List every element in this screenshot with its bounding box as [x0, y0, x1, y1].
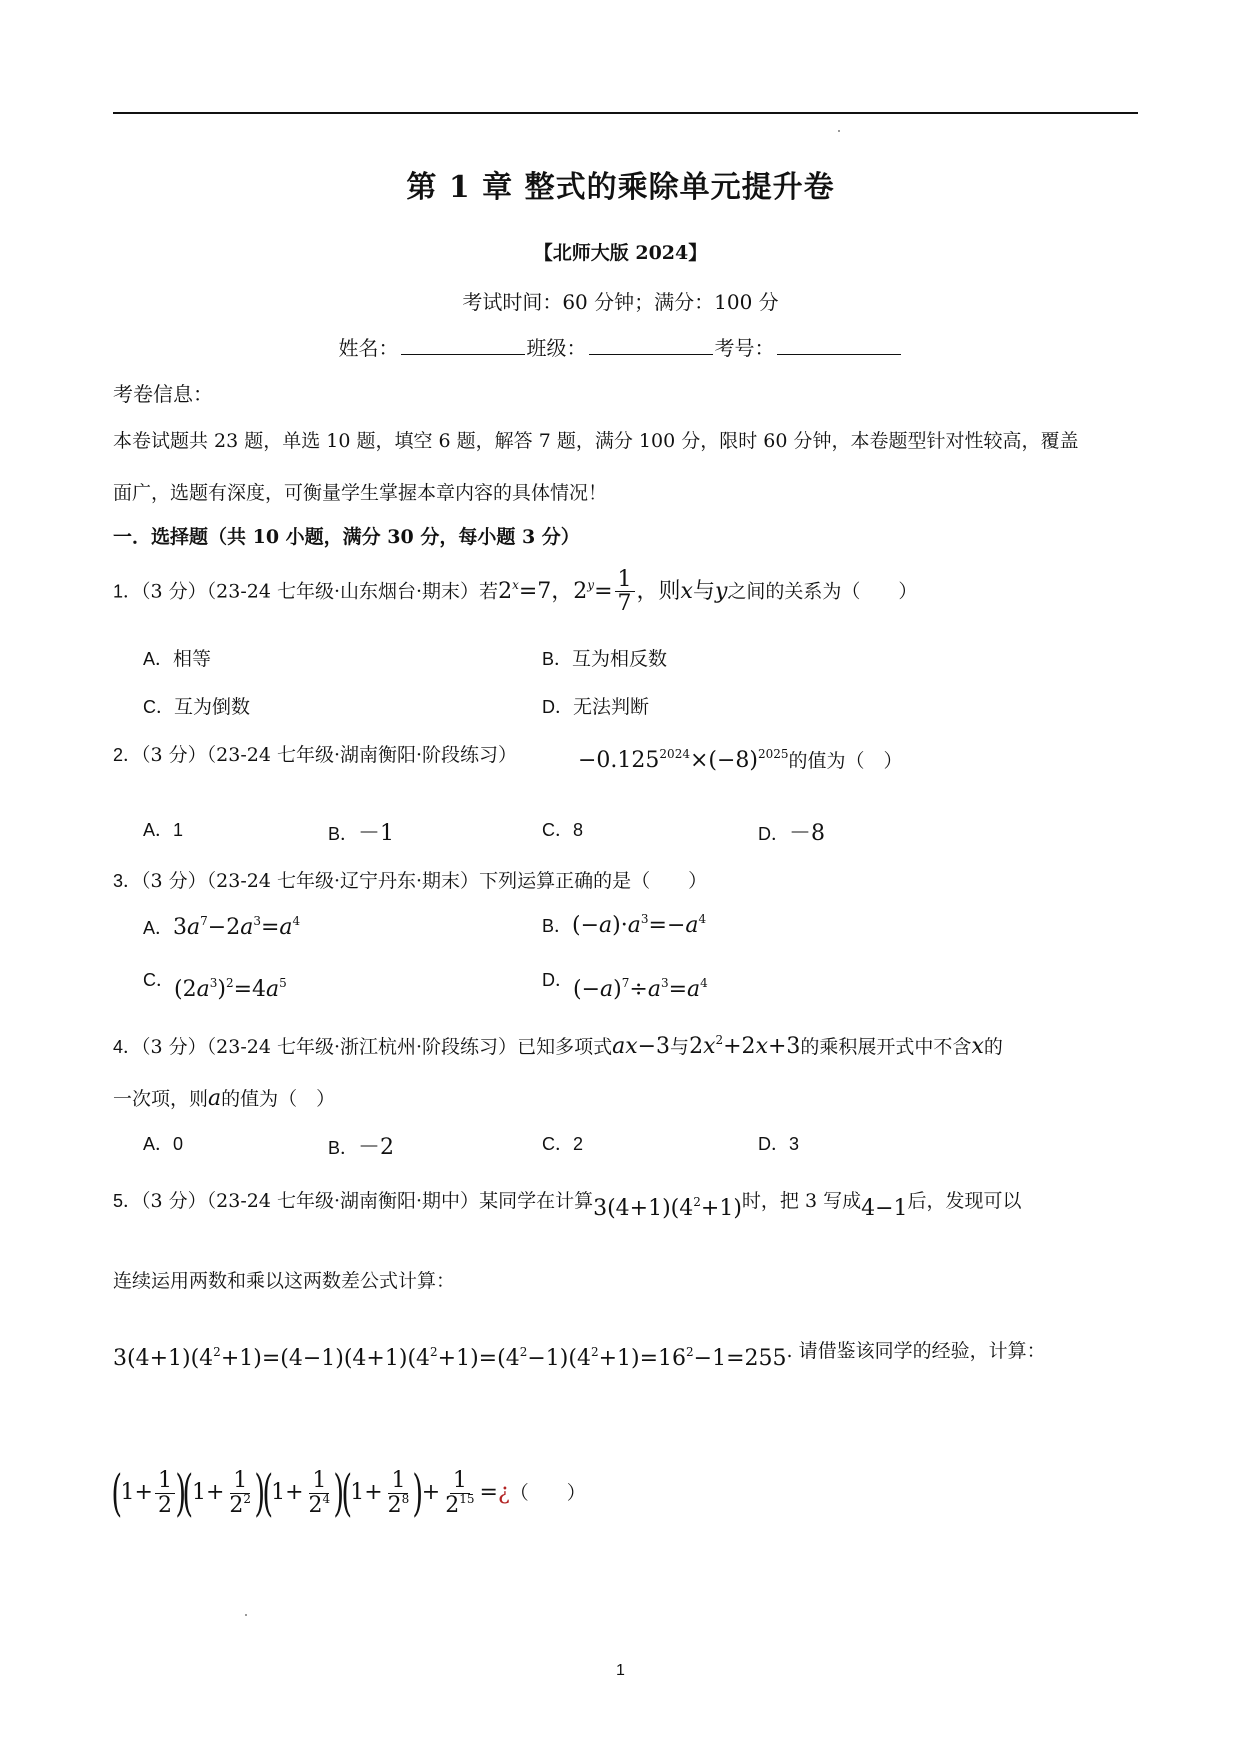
paper-info-label: 考卷信息： [113, 382, 213, 406]
q3-score: （3 分） [141, 870, 207, 892]
q3-option-a[interactable]: A．$3a^7-2a^3=a^4$ [143, 914, 301, 940]
q2-option-d[interactable]: D．－8 [758, 821, 825, 846]
q3-option-c[interactable]: C．$(2a^3)^2=4a^5$ [143, 970, 287, 1002]
q1-source: （23-24 七年级·山东烟台·期末） [206, 580, 480, 603]
section-heading-choice: 一．选择题（共 10 小题，满分 30 分，每小题 3 分） [113, 526, 580, 548]
question-1 [113, 568, 917, 615]
class-blank [589, 336, 713, 355]
q2-formula: $-0.125^{2024}\times(-8)^{2025}$ [578, 747, 789, 773]
paper-info-line-2: 面广，选题有深度，可衡量学生掌握本章内容的具体情况！ [113, 482, 608, 504]
q3-source: （23-24 七年级·辽宁丹东·期末） [206, 870, 480, 892]
q2-source: （23-24 七年级·湖南衡阳·阶段练习） [206, 744, 518, 766]
q5-score: （3 分） [141, 1190, 207, 1212]
name-blank [401, 336, 525, 355]
id-blank [777, 336, 901, 355]
q4-option-c[interactable]: C．2 [542, 1134, 584, 1154]
q5-product-expression: (1+ $\frac{1}{2}$ )(1+ $\frac{1}{2^2}$ )(1+ $\frac{1}{2^4}$ )(1+ $\frac{1}{2^8}$ )+ $\frac{1}{2^{15}}$ =¿ [111, 1464, 510, 1522]
q1-option-a[interactable]: A．相等 [143, 648, 212, 670]
q4-option-d[interactable]: D．3 [758, 1134, 800, 1154]
class-label: 班级： [526, 336, 587, 360]
q1-stem-pre: 若 [479, 580, 499, 603]
q2-option-a[interactable]: A．1 [143, 820, 184, 840]
q4-source: （23-24 七年级·浙江杭州·阶段练习） [206, 1036, 518, 1058]
student-info-line [0, 332, 1241, 361]
q4-option-b[interactable]: B．－2 [328, 1135, 395, 1160]
q5-line-3: $3(4+1)(4^2+1)=(4-1)(4+1)(4^2+1)=(4^2-1)(4^2+1)=16^2-1=255$. 请借鉴该同学的经验，计算： [113, 1340, 1046, 1371]
q1-formula: $2^x=7$，$2^y=$ $\frac{1}{7}$ ，则x与y [498, 567, 728, 617]
question-2 [113, 740, 517, 767]
q5-source: （23-24 七年级·湖南衡阳·期中） [206, 1190, 480, 1212]
question-3 [113, 866, 707, 893]
q1-number: 1． [113, 581, 142, 602]
q3-stem: 下列运算正确的是（ ） [479, 870, 708, 892]
edition-label: 【北师大版 2024】 [533, 242, 708, 264]
q5-line-2: 连续运用两数和乘以这两数差公式计算： [113, 1270, 456, 1292]
exam-time: 考试时间：60 分钟；满分：100 分 [462, 290, 779, 314]
q3-number: 3． [113, 871, 142, 891]
paper-info-line-1: 本卷试题共 23 题，单选 10 题，填空 6 题，解答 7 题，满分 100 分，限时 60 分钟，本卷题型针对性较高，覆盖 [113, 430, 1079, 452]
stray-dot-2 [245, 1614, 247, 1616]
q5-line-4: (1+ $\frac{1}{2}$ )(1+ $\frac{1}{2^2}$ )(1+ $\frac{1}{2^4}$ )(1+ $\frac{1}{2^8}$ )+ $\frac{1}{2^{15}}$ =¿（ ） [111, 1464, 586, 1522]
name-label: 姓名： [338, 336, 399, 360]
q4-option-a[interactable]: A．0 [143, 1134, 184, 1154]
q2-score: （3 分） [141, 744, 207, 766]
q1-score: （3 分） [141, 580, 207, 603]
q1-stem-post: 之间的关系为（ ） [727, 580, 918, 603]
top-rule [113, 112, 1138, 114]
q2-option-c[interactable]: C．8 [542, 820, 584, 840]
stray-dot [838, 130, 840, 132]
question-5: 5．（3 分）（23-24 七年级·湖南衡阳·期中）某同学在计算$3(4+1)(4^2+1)$时，把 3 写成4−1后，发现可以 [113, 1190, 1022, 1221]
q1-option-d[interactable]: D．无法判断 [542, 696, 650, 718]
q2-stem-post: 的值为（ ） [788, 750, 903, 772]
q5-number: 5． [113, 1191, 142, 1211]
q4-number: 4． [113, 1037, 142, 1057]
q1-option-b[interactable]: B．互为相反数 [542, 648, 668, 670]
q2-number: 2． [113, 745, 142, 765]
page-number: 1 [616, 1662, 625, 1679]
q4-stem-pre: 已知多项式 [517, 1036, 613, 1058]
id-label: 考号： [714, 336, 775, 360]
page-title: 第 1 章 整式的乘除单元提升卷 [406, 170, 835, 205]
question-4: 4．（3 分）（23-24 七年级·浙江杭州·阶段练习）已知多项式ax−3与$2x^2+2x+3$的乘积展开式中不含x的 [113, 1033, 1003, 1059]
q3-option-b[interactable]: B．$(-a)\cdot a^3=-a^4$ [542, 912, 707, 938]
q3-option-d[interactable]: D．$(-a)^7\div a^3=a^4$ [542, 970, 708, 1002]
q4-line-2: 一次项，则a的值为（ ） [113, 1086, 336, 1111]
q2-formula-line [578, 746, 903, 773]
q4-score: （3 分） [141, 1036, 207, 1058]
q1-option-c[interactable]: C．互为倒数 [143, 696, 251, 718]
q2-option-b[interactable]: B．－1 [328, 821, 395, 846]
